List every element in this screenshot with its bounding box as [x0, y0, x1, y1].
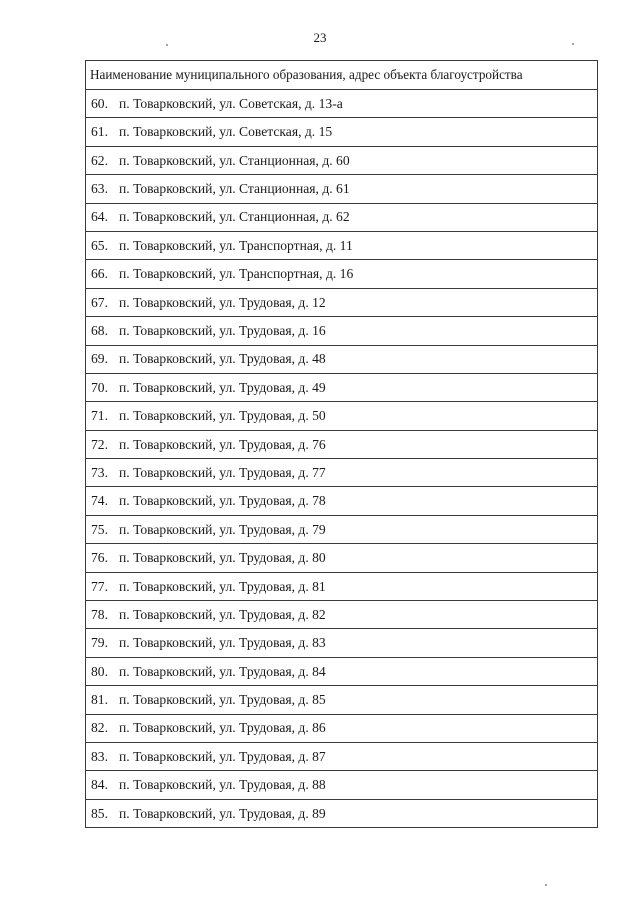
- table-row: [86, 345, 598, 373]
- table-row: [86, 288, 598, 316]
- scan-speck: [166, 44, 168, 46]
- row-number: 84.: [91, 777, 108, 793]
- table-row: [86, 402, 598, 430]
- row-address: п. Товарковский, ул. Транспортная, д. 11: [119, 237, 353, 253]
- row-number: 63.: [91, 181, 108, 197]
- row-address: п. Товарковский, ул. Трудовая, д. 88: [119, 777, 326, 793]
- table-cell: [86, 742, 598, 770]
- row-number: 76.: [91, 550, 108, 566]
- row-address: п. Товарковский, ул. Трудовая, д. 16: [119, 323, 326, 339]
- row-address: п. Товарковский, ул. Трудовая, д. 77: [119, 464, 326, 480]
- row-address: п. Товарковский, ул. Трудовая, д. 12: [119, 294, 326, 310]
- table-row: [86, 714, 598, 742]
- row-number: 80.: [91, 663, 108, 679]
- row-address: п. Товарковский, ул. Трудовая, д. 85: [119, 692, 326, 708]
- row-number: 82.: [91, 720, 108, 736]
- row-number: 70.: [91, 379, 108, 395]
- table-row: [86, 373, 598, 401]
- table-row: [86, 175, 598, 203]
- row-number: 69.: [91, 351, 108, 367]
- table-row: [86, 231, 598, 259]
- row-number: 74.: [91, 493, 108, 509]
- row-address: п. Товарковский, ул. Трудовая, д. 81: [119, 578, 326, 594]
- row-number: 65.: [91, 237, 108, 253]
- table-row: [86, 317, 598, 345]
- row-address: п. Товарковский, ул. Станционная, д. 61: [119, 181, 350, 197]
- table-row: [86, 430, 598, 458]
- table-row: [86, 487, 598, 515]
- table-cell: [86, 175, 598, 203]
- table-row: [86, 771, 598, 799]
- address-table: [85, 60, 598, 828]
- row-number: 85.: [91, 805, 108, 821]
- row-number: 77.: [91, 578, 108, 594]
- table-cell: [86, 402, 598, 430]
- table-cell: [86, 203, 598, 231]
- table-cell: [86, 430, 598, 458]
- row-number: 64.: [91, 209, 108, 225]
- row-address: п. Товарковский, ул. Трудовая, д. 49: [119, 379, 326, 395]
- row-number: 60.: [91, 95, 108, 111]
- table-cell: [86, 601, 598, 629]
- table-row: [86, 601, 598, 629]
- row-number: 78.: [91, 606, 108, 622]
- table-row: [86, 90, 598, 118]
- row-number: 83.: [91, 748, 108, 764]
- table-cell: [86, 260, 598, 288]
- row-address: п. Товарковский, ул. Трудовая, д. 79: [119, 521, 326, 537]
- row-number: 72.: [91, 436, 108, 452]
- row-address: п. Товарковский, ул. Советская, д. 13-а: [119, 95, 343, 111]
- row-address: п. Товарковский, ул. Советская, д. 15: [119, 124, 333, 140]
- table-cell: [86, 288, 598, 316]
- row-address: п. Товарковский, ул. Трудовая, д. 76: [119, 436, 326, 452]
- row-address: п. Товарковский, ул. Станционная, д. 62: [119, 209, 350, 225]
- table-row: [86, 459, 598, 487]
- table-cell: [86, 90, 598, 118]
- table-cell: [86, 146, 598, 174]
- table-cell: [86, 515, 598, 543]
- row-number: 66.: [91, 266, 108, 282]
- row-address: п. Товарковский, ул. Трудовая, д. 82: [119, 606, 326, 622]
- table-cell: [86, 317, 598, 345]
- table-row: [86, 629, 598, 657]
- table-cell: [86, 373, 598, 401]
- table-row: [86, 799, 598, 827]
- row-number: 62.: [91, 152, 108, 168]
- table-cell: [86, 771, 598, 799]
- table-row: [86, 544, 598, 572]
- table-cell: [86, 345, 598, 373]
- table-header-row: [86, 61, 598, 90]
- table-row: [86, 118, 598, 146]
- table-row: [86, 146, 598, 174]
- table-row: [86, 260, 598, 288]
- table-cell: [86, 544, 598, 572]
- scan-speck: [572, 43, 574, 45]
- table-cell: [86, 629, 598, 657]
- row-address: п. Товарковский, ул. Трудовая, д. 83: [119, 635, 326, 651]
- row-address: п. Товарковский, ул. Трудовая, д. 86: [119, 720, 326, 736]
- table-row: [86, 572, 598, 600]
- row-address: п. Товарковский, ул. Трудовая, д. 89: [119, 805, 326, 821]
- row-number: 79.: [91, 635, 108, 651]
- table-row: [86, 686, 598, 714]
- table-cell: [86, 572, 598, 600]
- table-cell: [86, 231, 598, 259]
- row-address: п. Товарковский, ул. Транспортная, д. 16: [119, 266, 354, 282]
- table-cell: [86, 657, 598, 685]
- table-cell: [86, 118, 598, 146]
- table-cell: [86, 459, 598, 487]
- row-number: 71.: [91, 408, 108, 424]
- row-number: 61.: [91, 124, 108, 140]
- row-address: п. Товарковский, ул. Трудовая, д. 80: [119, 550, 326, 566]
- row-number: 81.: [91, 692, 108, 708]
- table-cell: [86, 714, 598, 742]
- row-address: п. Товарковский, ул. Трудовая, д. 78: [119, 493, 326, 509]
- table-row: [86, 742, 598, 770]
- table-row: [86, 203, 598, 231]
- scan-speck: [545, 884, 547, 886]
- row-address: п. Товарковский, ул. Трудовая, д. 50: [119, 408, 326, 424]
- row-number: 67.: [91, 294, 108, 310]
- row-address: п. Товарковский, ул. Трудовая, д. 87: [119, 748, 326, 764]
- row-address: п. Товарковский, ул. Станционная, д. 60: [119, 152, 350, 168]
- row-number: 75.: [91, 521, 108, 537]
- row-number: 73.: [91, 464, 108, 480]
- table-cell: [86, 686, 598, 714]
- table-row: [86, 657, 598, 685]
- page-number: 23: [313, 30, 327, 45]
- row-number: 68.: [91, 323, 108, 339]
- table-cell: [86, 799, 598, 827]
- table-cell: [86, 487, 598, 515]
- table-row: [86, 515, 598, 543]
- row-address: п. Товарковский, ул. Трудовая, д. 84: [119, 663, 326, 679]
- table-header-cell: Наименование муниципального образования, адрес объекта благоустройства: [86, 61, 598, 90]
- row-address: п. Товарковский, ул. Трудовая, д. 48: [119, 351, 326, 367]
